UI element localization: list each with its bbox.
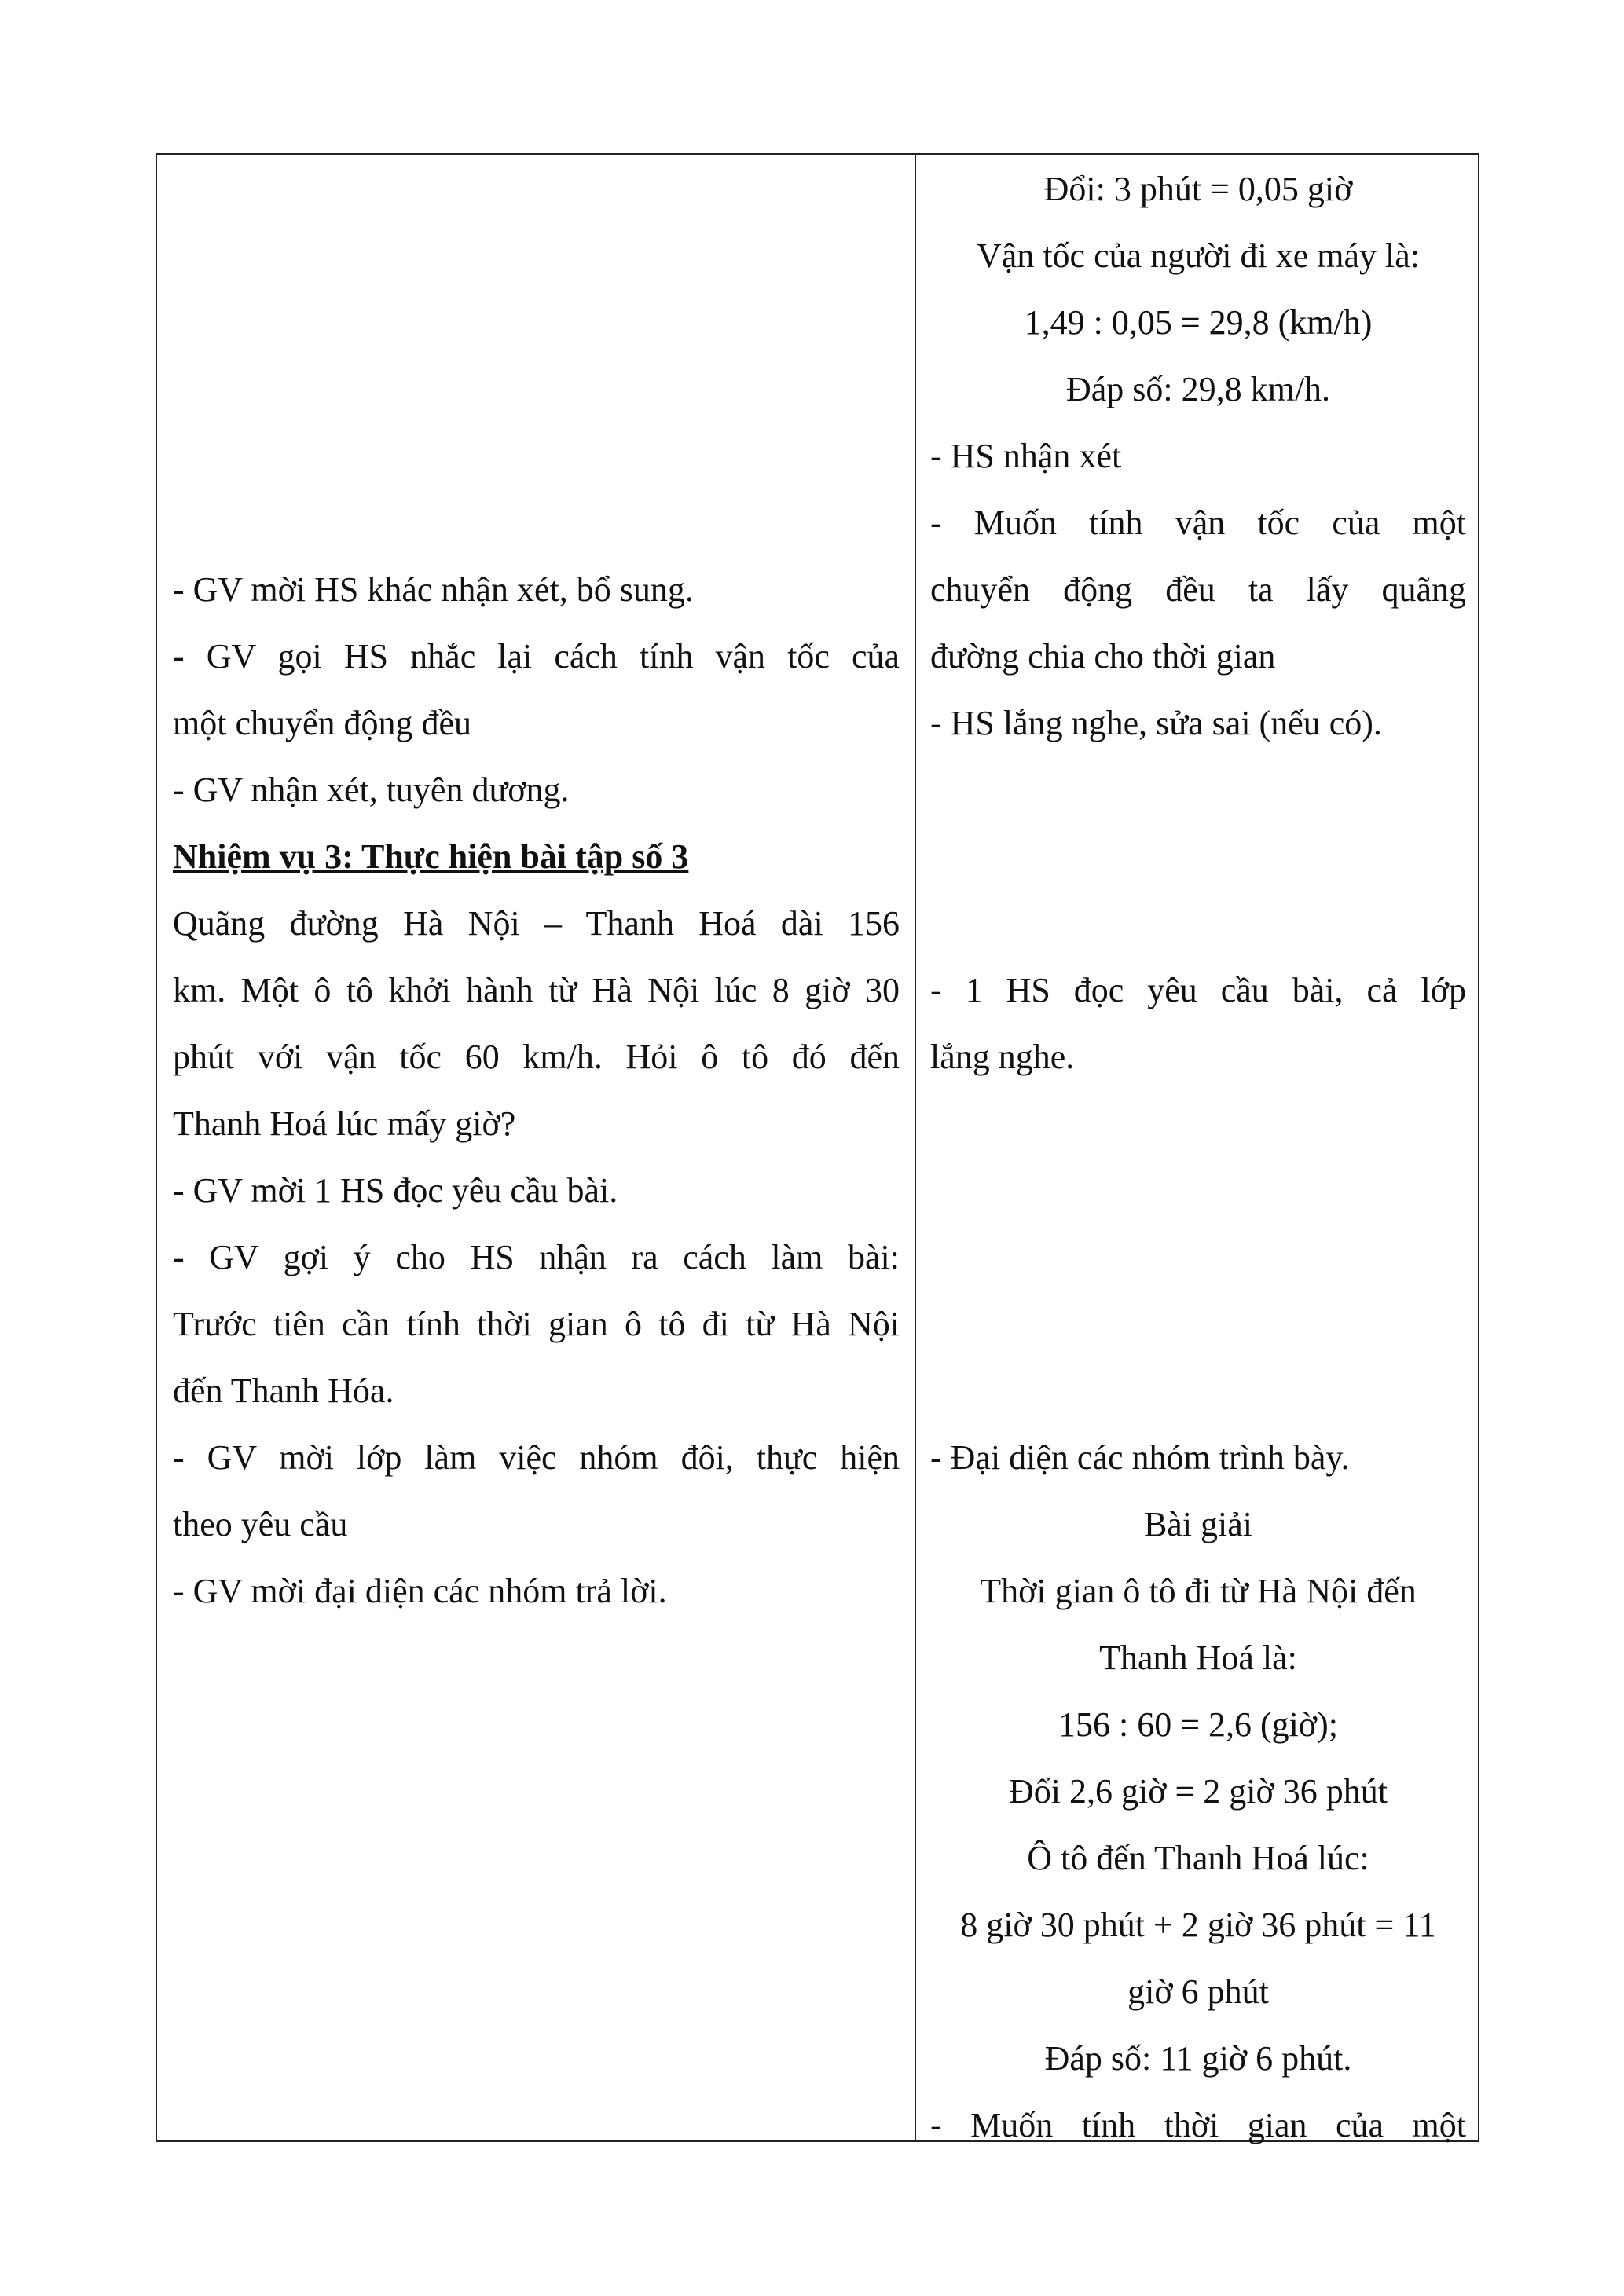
text-line: - GV mời lớp làm việc nhóm đôi, thực hiện (173, 1438, 900, 1477)
text-line: 156 : 60 = 2,6 (giờ); (1058, 1705, 1339, 1744)
text-line: chuyển động đều ta lấy quãng (930, 570, 1466, 609)
text-line: km. Một ô tô khởi hành từ Hà Nội lúc 8 giờ 30 (173, 971, 900, 1009)
text-line: - GV gọi HS nhắc lại cách tính vận tốc của (173, 637, 900, 676)
text-line: - Đại diện các nhóm trình bày. (930, 1438, 1350, 1477)
text-line: - HS lắng nghe, sửa sai (nếu có). (930, 704, 1382, 742)
text-line: - GV mời HS khác nhận xét, bổ sung. (173, 570, 694, 609)
text-line: Trước tiên cần tính thời gian ô tô đi từ Hà Nội (173, 1305, 900, 1343)
text-line: - GV gợi ý cho HS nhận ra cách làm bài: (173, 1238, 900, 1276)
text-line: - GV mời đại diện các nhóm trả lời. (173, 1572, 667, 1610)
text-line: - GV mời 1 HS đọc yêu cầu bài. (173, 1171, 618, 1210)
text-line: 8 giờ 30 phút + 2 giờ 36 phút = 11 (960, 1906, 1436, 1944)
text-line: Đáp số: 29,8 km/h. (1065, 370, 1331, 408)
text-line: một chuyển động đều (173, 704, 472, 742)
text-line: đến Thanh Hóa. (173, 1371, 394, 1410)
solution-heading: Bài giải (1143, 1505, 1253, 1543)
text-line: Thanh Hoá là: (1099, 1639, 1297, 1677)
text-line: - GV nhận xét, tuyên dương. (173, 771, 570, 809)
text-line: Vận tốc của người đi xe máy là: (977, 236, 1420, 275)
lesson-table (156, 153, 1479, 2142)
task-heading: Nhiệm vụ 3: Thực hiện bài tập số 3 (173, 837, 689, 876)
text-line: 1,49 : 0,05 = 29,8 (km/h) (1024, 303, 1373, 342)
text-line: Đổi 2,6 giờ = 2 giờ 36 phút (1008, 1772, 1388, 1811)
text-line: Đáp số: 11 giờ 6 phút. (1044, 2039, 1352, 2078)
text-line: đường chia cho thời gian (930, 637, 1276, 676)
text-line: giờ 6 phút (1127, 1972, 1269, 2011)
text-line: Quãng đường Hà Nội – Thanh Hoá dài 156 (173, 904, 900, 943)
text-line: - Muốn tính thời gian của một (930, 2106, 1466, 2144)
text-line: Đổi: 3 phút = 0,05 giờ (1043, 170, 1353, 208)
text-line: - 1 HS đọc yêu cầu bài, cả lớp (930, 971, 1466, 1009)
text-line: Thanh Hoá lúc mấy giờ? (173, 1104, 516, 1143)
text-line: Ô tô đến Thanh Hoá lúc: (1027, 1839, 1369, 1877)
text-line: - Muốn tính vận tốc của một (930, 504, 1466, 542)
text-line: theo yêu cầu (173, 1505, 348, 1543)
text-line: phút với vận tốc 60 km/h. Hỏi ô tô đó đến (173, 1038, 900, 1076)
text-line: - HS nhận xét (930, 437, 1122, 475)
column-divider (915, 155, 916, 2140)
text-line: lắng nghe. (930, 1038, 1075, 1076)
text-line: Thời gian ô tô đi từ Hà Nội đến (980, 1572, 1417, 1610)
